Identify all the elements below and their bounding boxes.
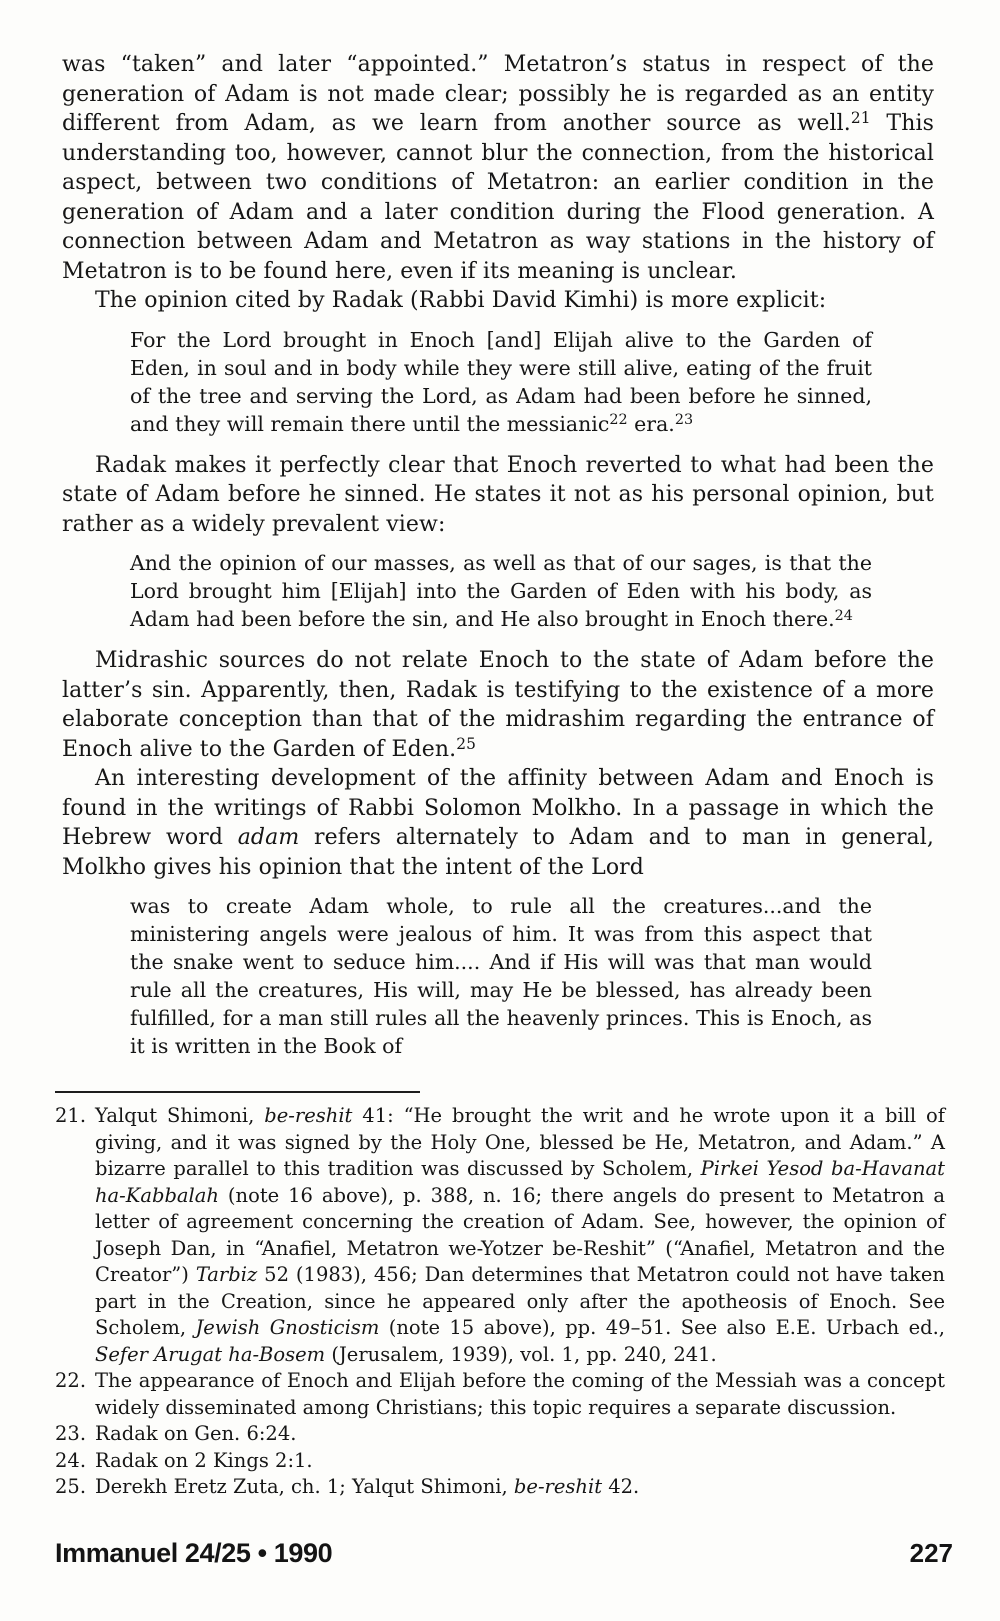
- text-run: This understanding too, however, cannot blur the connection, from the historical aspect, between two conditions of Metatron: an earlier condition in the generation of Adam and a later condition during the Flood generation. A connection between Adam and Metatron as way stations in the history of Metatron is to be found here, even if its meaning is unclear.: [62, 111, 934, 284]
- footnote-ref: 24: [834, 607, 853, 624]
- text-run: Derekh Eretz Zuta, ch. 1; Yalqut Shimoni,: [95, 1475, 514, 1498]
- blockquote: [62, 326, 934, 438]
- text-run: An interesting development of the affinity between Adam and Enoch is found in the writings of Rabbi Solomon Molkho. In a passage in which the Hebrew word: [62, 766, 934, 850]
- text-run: refers alternately to Adam and to man in general, Molkho gives his opinion that the intent of the Lord: [62, 825, 934, 880]
- text-run: Tarbiz: [195, 1263, 258, 1286]
- text-run: Radak on 2 Kings 2:1.: [95, 1448, 313, 1472]
- text-run: And the opinion of our masses, as well as that of our sages, is that the Lord brought him [Elijah] into the Garden of Eden with his body, as Adam had been before the sin, and He also brought in Enoch there.: [130, 551, 872, 631]
- text-run: Radak makes it perfectly clear that Enoch reverted to what had been the state of Adam before he sinned. He states it not as his personal opinion, but rather as a widely prevalent view:: [62, 452, 934, 537]
- paragraph: [62, 646, 934, 764]
- text-run: Sefer Arugat ha-Bosem: [95, 1342, 326, 1366]
- text-run: (note 15 above), pp. 49–51. See also E.E. Urbach ed.,: [379, 1316, 945, 1339]
- footnote-number: 21.: [55, 1104, 87, 1127]
- footnotes-list: [55, 1103, 945, 1501]
- footnote-ref: 22: [609, 412, 628, 429]
- footnote-item: [55, 1474, 945, 1501]
- footnote-number: 25.: [55, 1475, 87, 1498]
- text-run: (Jerusalem, 1939), vol. 1, pp. 240, 241.: [325, 1342, 717, 1366]
- text-run: The opinion cited by Radak (Rabbi David Kimhi) is more explicit:: [95, 288, 827, 313]
- blockquote: [62, 892, 934, 1060]
- text-run: was “taken” and later “appointed.” Metatron’s status in respect of the generation of Adam is not made clear; possibly he is regarded as an entity different from Adam, as we learn from another source as well.: [62, 52, 934, 136]
- journal-title: Immanuel 24/25 • 1990: [55, 1538, 333, 1568]
- page-number: 227: [909, 1538, 953, 1568]
- blockquote: [62, 549, 934, 633]
- paragraph: [62, 764, 934, 882]
- paragraph: [62, 451, 934, 540]
- main-text: [62, 50, 934, 1073]
- footnote-ref: 25: [456, 734, 477, 753]
- footnote-item: [55, 1448, 945, 1475]
- footnote-item: [55, 1421, 945, 1448]
- page-footer: [55, 1538, 953, 1569]
- text-run: (note 16 above), p. 388, n. 16; there angels do present to Metatron a letter of agreement concerning the creation of Adam. See, however, the opinion of Joseph Dan, in “Anafiel, Metatron we-Yotzer be-Reshit” (“Anafiel, Metatron and the Creator”): [95, 1183, 945, 1286]
- text-run: 42.: [602, 1475, 640, 1498]
- paragraph: [62, 50, 934, 286]
- footnote-ref: 21: [850, 109, 871, 128]
- text-run: be-reshit: [513, 1475, 603, 1498]
- text-run: Radak on Gen. 6:24.: [95, 1422, 297, 1445]
- text-run: For the Lord brought in Enoch [and] Elijah alive to the Garden of Eden, in soul and in body while they were still alive, eating of the fruit of the tree and serving the Lord, as Adam had been before he sinned, and they will remain there until the messianic: [130, 327, 872, 436]
- footnote-number: 22.: [55, 1369, 87, 1392]
- footnote-separator: [55, 1091, 420, 1093]
- text-run: The appearance of Enoch and Elijah before the coming of the Messiah was a concept widely disseminated among Christians; this topic requires a separate discussion.: [95, 1369, 945, 1419]
- text-run: was to create Adam whole, to rule all the creatures...and the ministering angels were jealous of him. It was from this aspect that the snake went to seduce him.... And if His will was that man would rule all the creatures, His will, may He be blessed, has already been fulfilled, for a man still rules all the heavenly princes. This is Enoch, as it is written in the Book of: [130, 894, 872, 1058]
- text-run: Pirkei Yesod ba-Havanat ha-Kabbalah: [95, 1157, 945, 1207]
- footnote-ref: 23: [674, 412, 694, 429]
- text-run: Midrashic sources do not relate Enoch to the state of Adam before the latter’s sin. Apparently, then, Radak is testifying to the existence of a more elaborate conception than that of the midrashim regarding the entrance of Enoch alive to the Garden of Eden.: [62, 648, 934, 762]
- footnote-item: [55, 1103, 945, 1368]
- footnote-number: 24.: [55, 1448, 87, 1472]
- text-run: adam: [237, 825, 300, 850]
- text-run: Jewish Gnosticism: [195, 1316, 380, 1339]
- paragraph: [62, 286, 934, 316]
- text-run: be-reshit: [264, 1104, 353, 1127]
- footnote-number: 23.: [55, 1422, 87, 1445]
- text-run: Yalqut Shimoni,: [95, 1104, 265, 1127]
- text-run: 41: “He brought the writ and he wrote upon it a bill of giving, and it was signed by the Holy One, blessed be He, Metatron, and Adam.” A bizarre parallel to this tradition was discussed by Scholem,: [95, 1104, 946, 1180]
- text-run: 52 (1983), 456; Dan determines that Metatron could not have taken part in the Creation, since he appeared only after the apotheosis of Enoch. See Scholem,: [95, 1263, 945, 1339]
- footnote-item: [55, 1368, 945, 1421]
- text-run: era.: [627, 411, 675, 436]
